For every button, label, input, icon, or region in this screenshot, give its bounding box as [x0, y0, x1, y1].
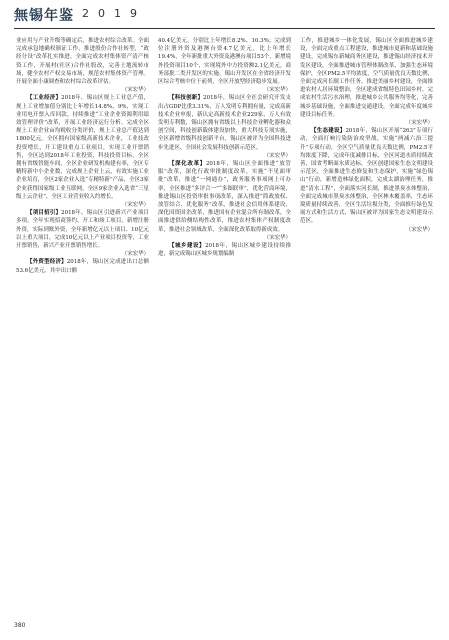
- paragraph: [16, 258, 149, 274]
- yearbook-title: 無锡年鉴: [14, 8, 74, 24]
- paragraph-text: 40.4亿美元，分别比上年增长8.2%、10.3%；完成到位注册外资及港澳台资4.7亿美元，比上年增长19.4%，全年新批重大外资及港澳台项目53个，新增境外投资项目10个，实现境外中方投资额2.1亿美元，商务部批二类开发区的实施。锡山开发区在全省经济开发区综合考核中位于前列，全区开放型经济稳步发展。: [158, 38, 291, 86]
- page-number: 380: [14, 622, 26, 629]
- author-signature: [158, 234, 291, 242]
- running-header: [0, 0, 449, 30]
- paragraph-text: 工作，推进城乡一体化发展，锡山区全面推进城乡建设，全面完成重点工程建设，推进城市更新和基础设施建设，完成锡东新城商务区建设，推进锡山经济技术开发区建设，全面推进城市管理体制改革，加强生态环境保护，全区PM2.5平均浓度，空气质量优良天数比例，全面完成河长制工作任务，推进美丽乡村建设，全面推进农村人居环境整治，全区建成省级特色田园乡村，完成农村生活污水治理，推进城乡公共服务均等化，完善城乡基础设施，全面推进交通建设，全面完成年度城乡建设目标任务。: [300, 38, 433, 118]
- text-columns: [16, 37, 433, 615]
- paragraph: [16, 37, 149, 86]
- author-signature: [158, 152, 291, 160]
- section-heading: 【深化改革】: [169, 161, 206, 168]
- column-1: [16, 37, 149, 615]
- paragraph-text: 2018年，锡山区引进新兴产业项目多项，全年实现招商签约、开工和竣工项目，新增注册外资，实际到账外资，全年新增亿元以上项目、10亿元以上重大项目，完成10亿元以上产业项目投资等，工业开票销售，新兴产业开票销售增长。: [16, 210, 149, 250]
- author-signature: [16, 250, 149, 258]
- header-rule: [14, 28, 435, 29]
- paragraph-text: （宋宏华）: [121, 251, 149, 258]
- author-signature: [300, 119, 433, 127]
- paragraph-text: （宋宏华）: [405, 226, 433, 233]
- paragraph: [300, 127, 433, 225]
- author-signature: [158, 86, 291, 94]
- section-heading: 【外资型经济】: [27, 259, 67, 266]
- paragraph-text: 2018年，锡山区城乡建设持续推进，新完成锡山区城乡规划编制: [158, 243, 291, 258]
- paragraph: [158, 160, 291, 234]
- section-heading: 【工业经济】: [27, 95, 62, 102]
- paragraph-text: 2018年，锡山区开展“263”专项行动，全面打响污染防治攻坚战，实施“两减六治三提升”专项行动，全区空气质量优良天数比例，PM2.5平均浓度下降，完成年度减排目标，全区河道水质持续改善，国省考断面水质达标，全区创建国家生态文明建设示范区，全面推进生态修复和生态保护，实施“绿色锡山”行动，新增造林绿化面积，完成太湖治理任务，推进“清水工程”，全面落实河长制，推进黑臭水体整治，全面完成城市黑臭水体整治，全区林木覆盖率，生态环境质量持续改善，全区生活垃圾分类，全面推行绿色发展方式和生活方式，锡山区被评为国家生态文明建设示范区。: [300, 128, 433, 225]
- paragraph: [16, 209, 149, 250]
- paragraph-text: （宋宏华）: [121, 202, 149, 209]
- paragraph: [300, 37, 433, 119]
- yearbook-year: 2019: [82, 7, 146, 20]
- paragraph-text: （宋宏华）: [263, 234, 291, 241]
- paragraph-text: （宋宏华）: [405, 120, 433, 127]
- paragraph-text: （宋宏华）: [263, 87, 291, 94]
- author-signature: [16, 86, 149, 94]
- author-signature: [16, 201, 149, 209]
- paragraph: [158, 94, 291, 151]
- section-heading: 【城乡建设】: [169, 243, 206, 250]
- column-3: [300, 37, 433, 615]
- paragraph-text: 2018年，锡山区规上工业总产值，规上工业增加值分别比上年增长14.8%、9%，实现工业用电开票入库回款，持续推进“工业企业资源利用绩效管理评价”改革，开展工业经济运行分析。完成全区规上工业企业亩均税收分类评价，规上工业总产值达到1800亿元。全区拥有国家级高新技术企业，工业技改投资增长，开工建设重点工业项目，实现工业开票销售，全区达到2018年工业投资、科技投资目标，全区拥有省级智能车间，全区企业研发机构建有率，全区专精特新中小企业数，完成规上企业上云，有效实施工业企业培育，全区2家企业入选“专精特新”产品，全区3家企业获得国家级工业互联网，全区9家企业入选省“三星级上云企业”，全区工业营业收入约增长。: [16, 95, 149, 200]
- column-2: [158, 37, 291, 615]
- paragraph-text: （宋宏华）: [263, 152, 291, 159]
- paragraph: [16, 94, 149, 201]
- paragraph-text: 业应用与产业升级等确定后，推进农村综合改革。全面完成承包地确权颁证工作，推进股份合作社转型，“政经分设”改革扎实推进。全面完成农村集体资产清产核资工作，开展村(社区)合作社股改，完善土地流转市场，健全农村产权交易市场，规范农村集体资产管理。开展全面小康调查和农村综合改革评估。: [16, 38, 149, 86]
- paragraph-text: 2018年，锡山区全社会研究开发支出占GDP比重3.31%，万人发明专利拥有量，完成高新技术企业申报，新认定高新技术企业229家，万人有效发明专利数，锡山区拥有省级以上科技企业孵化器和众创空间，科技创新载体建设加快，重大科技专项实施，全区新增省级科技创新平台，锡山区被评为全国科技进步先进区、全国社会发展科技创新示范区。: [158, 95, 291, 151]
- paragraph-text: 2018年，锡山区完成进出口总额53.6亿美元，其中出口额: [16, 259, 149, 274]
- author-signature: [300, 226, 433, 234]
- paragraph: [158, 242, 291, 258]
- paragraph-text: 2018年，锡山区全面推进“放管服”改革，深化行政审批制度改革，实施“不见面审批”改革，推进“一网通办”，政务服务事项网上可办率，全区推进“多评合一”“多图联审”，优化营商环境，推进锡山区投资审批事项改革，深入推进“简政放权、放管结合、优化服务”改革，推进社会信用体系建设，深化国资国企改革，推进国有企业混合所有制改革，全面推进供给侧结构性改革，推进农村集体产权制度改革，推进社会领域改革，全面深化改革取得新成效。: [158, 161, 291, 233]
- paragraph: [158, 37, 291, 86]
- section-heading: 【生态建设】: [311, 128, 346, 135]
- section-heading: 【科技创新】: [169, 95, 204, 102]
- section-heading: 【项目招引】: [27, 210, 62, 217]
- paragraph-text: （宋宏华）: [121, 87, 149, 94]
